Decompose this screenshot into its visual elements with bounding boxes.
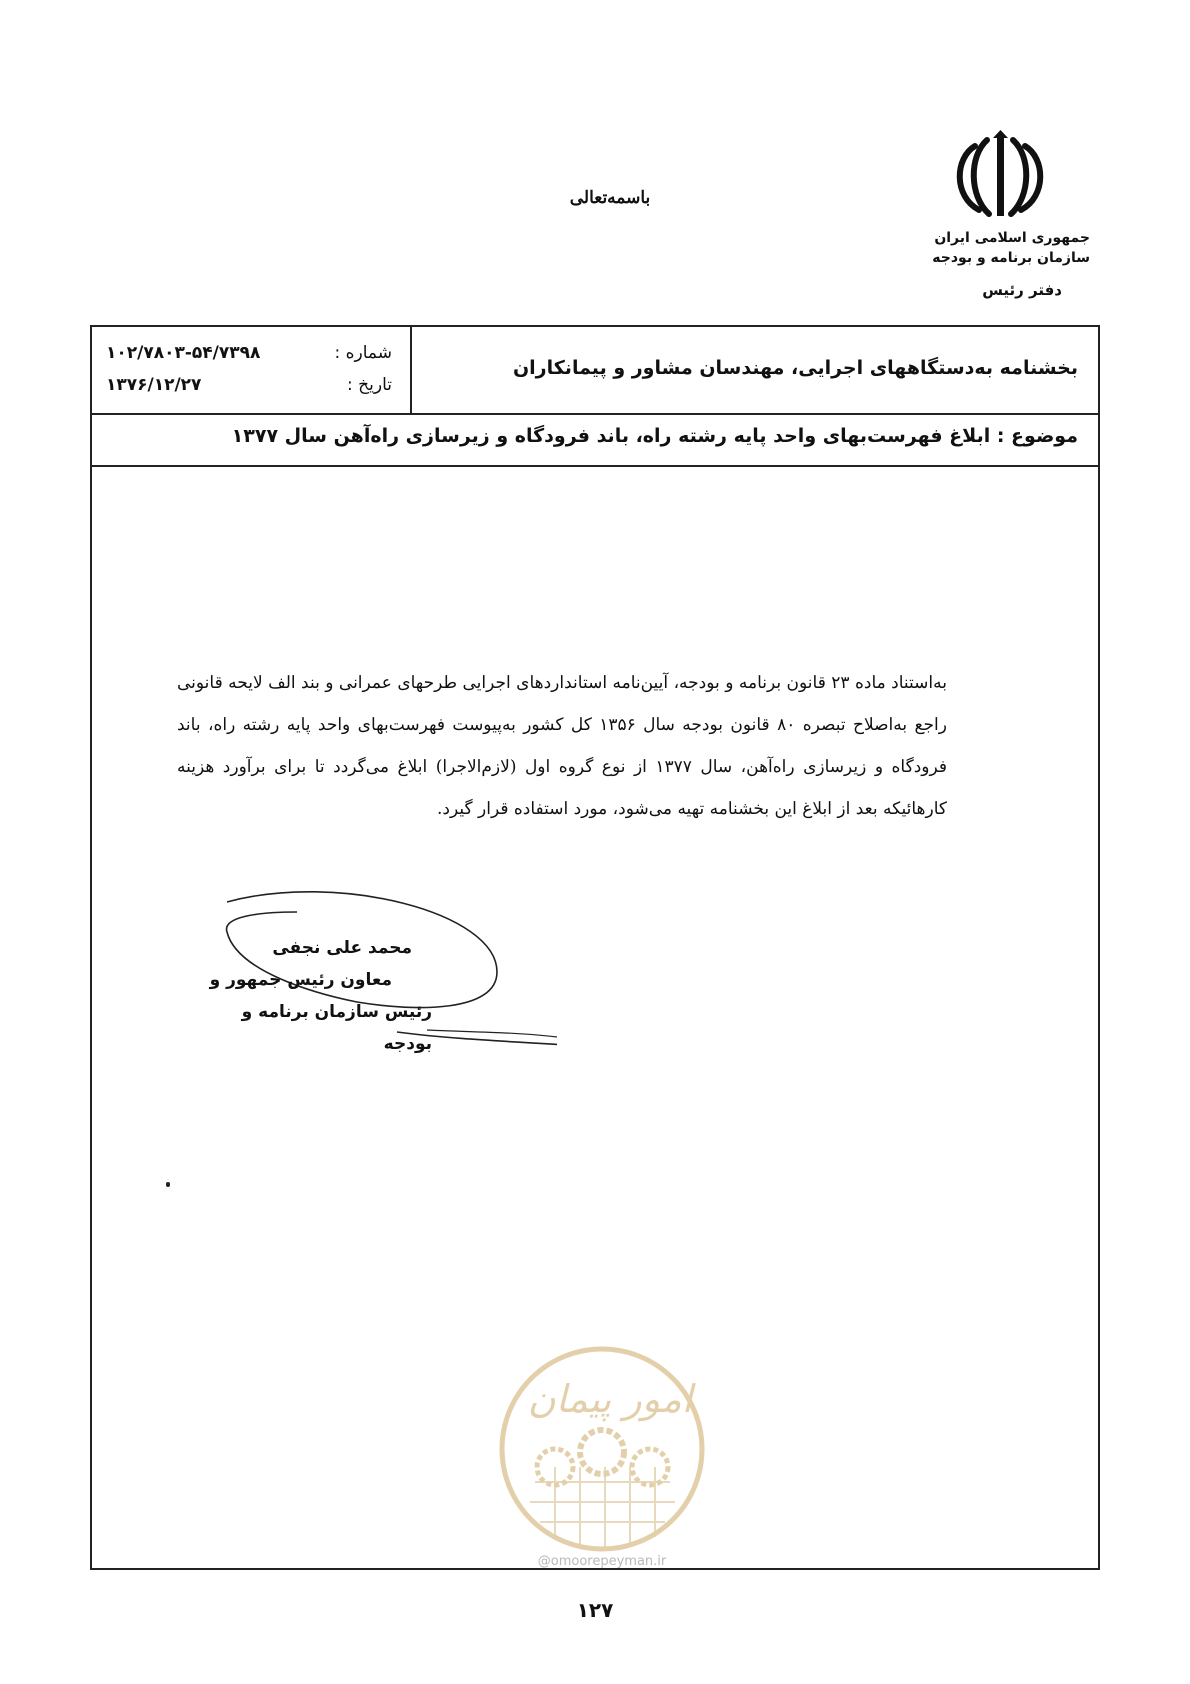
signature-block (192, 932, 432, 1060)
number-line (100, 337, 400, 369)
organization-header (850, 228, 1090, 300)
basmala: باسمه‌تعالی (569, 188, 651, 208)
iran-emblem-icon (945, 128, 1055, 226)
page-number: ۱۲۷ (576, 1598, 614, 1622)
logo-lettering: امور پیمان (527, 1377, 693, 1421)
signer-title-1: معاون رئیس جمهور و (209, 970, 392, 990)
body-paragraph: به‌استناد ماده ۲۳ قانون برنامه و بودجه، آیین‌نامه استانداردهای اجرایی طرحهای عمرانی و بند الف لایحه قانونی راجع به‌اصلاح تبصره ۸۰ قانون بودجه سال ۱۳۵۶ کل کشور به‌پیوست فهرست‌بهای واحد پایه رشته راه، باند فرودگاه و زیرسازی راه‌آهن، سال ۱۳۷۷ از نوع گروه اول (لازم‌الاجرا) ابلاغ می‌گردد تا برای برآورد هزینه کارهائیکه بعد از ابلاغ این بخشنامه تهیه می‌شود، مورد استفاده قرار گیرد. (177, 673, 947, 819)
org-line-office: دفتر رئیس (982, 281, 1062, 299)
signer-name: محمد علی نجفی (272, 938, 412, 958)
recipients: بخشنامه به‌دستگاههای اجرایی، مهندسان مشاور و پیمانکاران (512, 357, 1078, 379)
subject: موضوع : ابلاغ فهرست‌بهای واحد پایه رشته راه، باند فرودگاه و زیرسازی راه‌آهن سال ۱۳۷۷ (231, 425, 1078, 447)
date-label: تاریخ : (347, 375, 392, 395)
header-divider (410, 327, 412, 413)
date-line (100, 369, 400, 401)
date-value: ۱۳۷۶/۱۲/۲۷ (106, 375, 202, 395)
watermark-url: @omoorepeyman.ir (537, 1554, 667, 1569)
org-line-country: جمهوری اسلامی ایران (934, 230, 1090, 246)
number-label: شماره : (334, 343, 392, 363)
subject-row (92, 413, 1098, 467)
header-row (92, 327, 1098, 415)
omoor-peyman-logo-watermark (495, 1342, 710, 1557)
org-line-organization: سازمان برنامه و بودجه (932, 250, 1090, 266)
number-value: ۱۰۲/۷۸۰۳-۵۴/۷۳۹۸ (106, 343, 261, 363)
letter-meta (100, 337, 400, 401)
stray-mark (166, 1182, 170, 1187)
signer-title-2: رئیس سازمان برنامه و بودجه (241, 1002, 432, 1054)
letter-frame (90, 325, 1100, 1570)
